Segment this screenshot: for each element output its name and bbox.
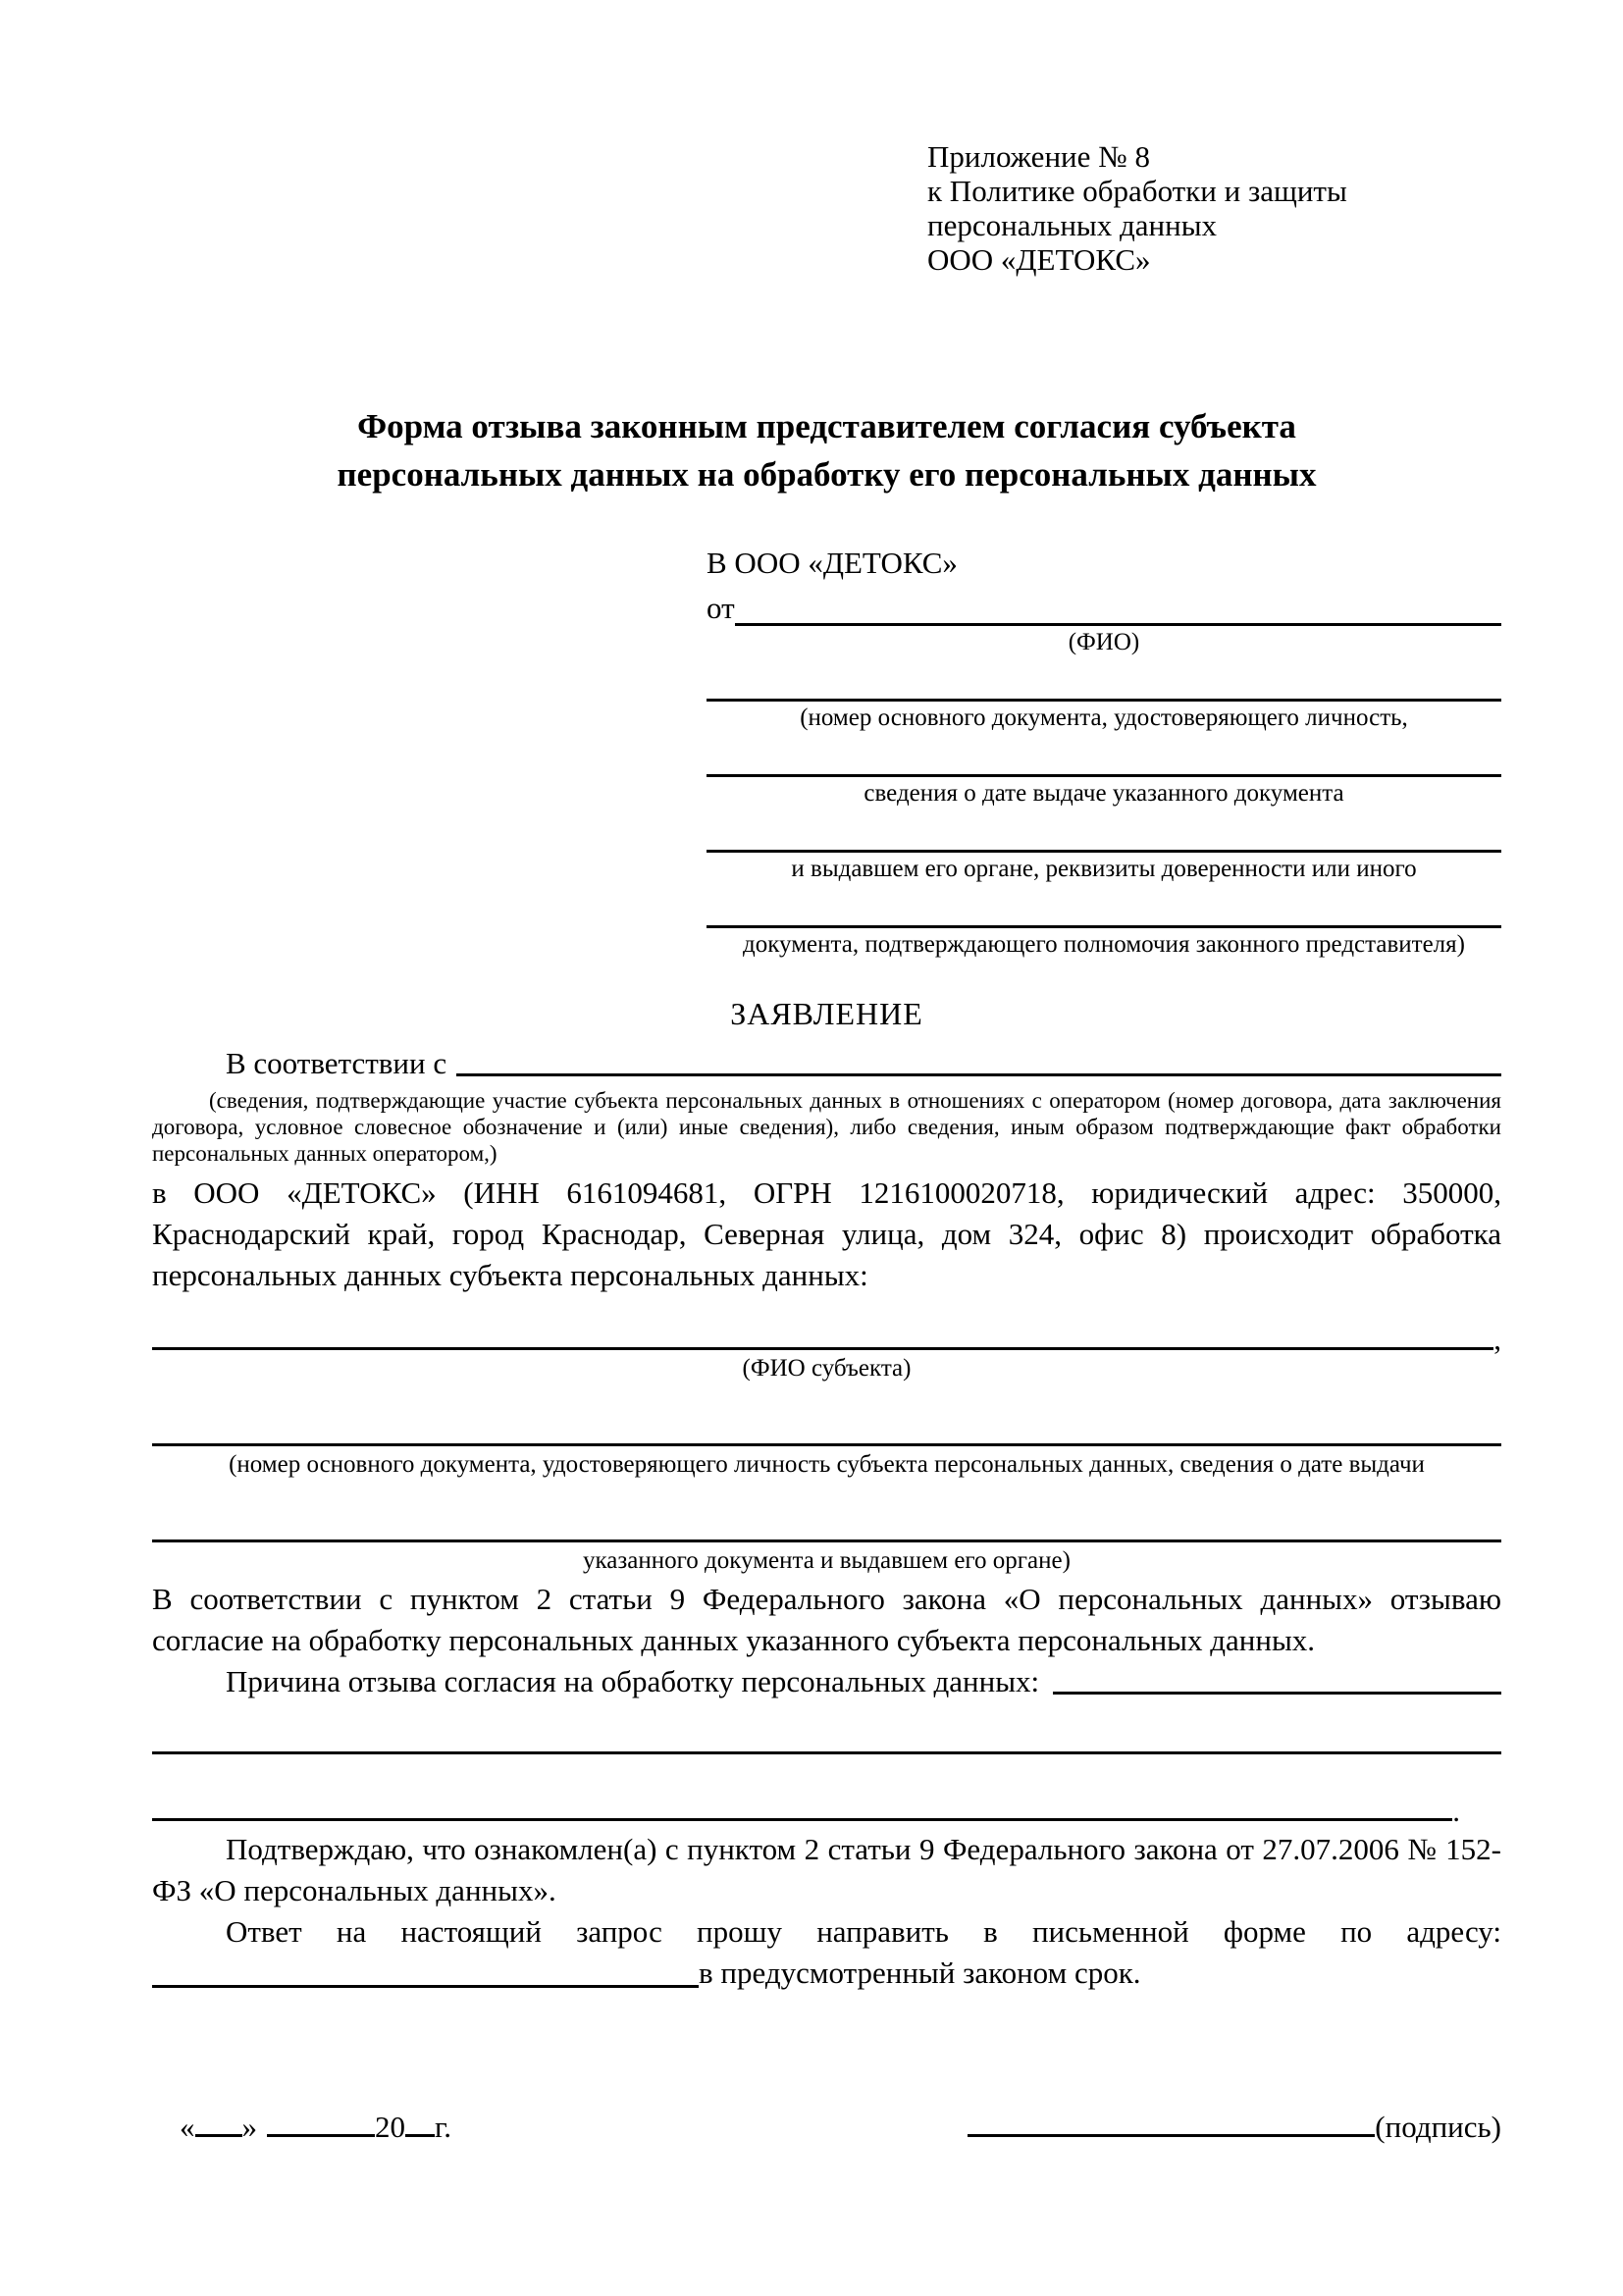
blank-line — [152, 1818, 1452, 1821]
operator-paragraph: в ООО «ДЕТОКС» (ИНН 6161094681, ОГРН 1216100020718, юридический адрес: 350000, Краснодарский край, город Краснодар, Северная улица, дом 324, офис 8) происходит обработка персональных данных субъекта персональных данных: — [152, 1175, 1501, 1292]
blank-line-row — [152, 1794, 1501, 1828]
signature-blank-line — [968, 2134, 1375, 2137]
fill-row-issue-date — [707, 753, 1501, 808]
blank-line — [152, 1518, 1501, 1542]
footer-row — [180, 2110, 1501, 2145]
day-blank-line — [195, 2134, 242, 2137]
fill-caption: документа, подтверждающего полномочия законного представителя) — [743, 931, 1465, 958]
blank-line — [707, 677, 1501, 702]
appendix-line: ООО «ДЕТОКС» — [927, 242, 1151, 277]
date-group — [180, 2110, 451, 2145]
appendix-line: персональных данных — [927, 208, 1218, 242]
year-blank-line — [405, 2134, 435, 2137]
fill-caption: (номер основного документа, удостоверяющего личность, — [800, 704, 1408, 731]
appendix-line: Приложение № 8 — [927, 139, 1150, 174]
signature-caption: (подпись) — [1375, 2110, 1501, 2144]
trailing-comma: , — [1493, 1322, 1501, 1356]
reason-row — [152, 1661, 1501, 1702]
from-label: от — [707, 591, 735, 625]
quote-close: » — [241, 2110, 257, 2144]
title-line: Форма отзыва законным представителем согласия субъекта — [357, 407, 1296, 445]
fio-caption: (ФИО) — [1068, 629, 1140, 655]
year-prefix: 20 — [375, 2110, 405, 2144]
withdrawal-paragraph: В соответствии с пунктом 2 статьи 9 Федерального закона «О персональных данных» отзываю согласие на обработку персональных данных указанного субъекта персональных данных. — [152, 1582, 1501, 1657]
intro-fineprint: (сведения, подтверждающие участие субъекта персональных данных в отношениях с оператором (номер договора, дата заключения договора, условное словесное обозначение и (или) иные сведения), либо сведения, иным образом подтверждающие факт обработки персональных данных оператором,) — [152, 1088, 1501, 1166]
subject-doc-caption: (номер основного документа, удостоверяющего личность субъекта персональных данных, сведения о дате выдачи — [229, 1451, 1425, 1478]
subject-doc-caption: указанного документа и выдавшем его органе) — [583, 1547, 1071, 1574]
blank-line — [152, 1985, 699, 1988]
reply-intro: Ответ на настоящий запрос прошу направить в письменной форме по адресу: — [226, 1914, 1501, 1949]
document-title — [152, 402, 1501, 498]
fill-caption: и выдавшем его органе, реквизиты доверенности или иного — [791, 856, 1417, 882]
reason-label: Причина отзыва согласия на обработку персональных данных: — [226, 1664, 1040, 1698]
month-blank-line — [267, 2134, 375, 2137]
addressee-to: В ООО «ДЕТОКС» — [707, 546, 958, 580]
fill-row-document-number — [707, 677, 1501, 732]
subject-fio-row — [152, 1322, 1501, 1356]
appendix-line: к Политике обработки и защиты — [927, 174, 1347, 208]
blank-line — [1053, 1692, 1501, 1695]
signature-group — [968, 2110, 1501, 2145]
blank-line — [707, 828, 1501, 853]
year-suffix: г. — [435, 2110, 451, 2144]
reply-suffix: в предусмотренный законом срок. — [699, 1956, 1141, 1990]
fill-caption: сведения о дате выдаче указанного документа — [864, 780, 1344, 807]
quote-open: « — [180, 2110, 195, 2144]
blank-line — [707, 753, 1501, 777]
blank-line — [456, 1073, 1501, 1076]
trailing-period: . — [1452, 1794, 1460, 1828]
fill-row-power-of-attorney — [707, 904, 1501, 959]
confirmation-paragraph: Подтверждаю, что ознакомлен(а) с пунктом 2 статьи 9 Федерального закона от 27.07.2006 № 152-ФЗ «О персональных данных». — [152, 1832, 1501, 1907]
appendix-header — [927, 139, 1501, 277]
fill-row-issuing-authority — [707, 828, 1501, 883]
intro-row — [152, 1046, 1501, 1081]
blank-line — [152, 1422, 1501, 1446]
blank-line — [152, 1751, 1501, 1754]
reply-address-row — [152, 1953, 1501, 1994]
subject-fio-caption: (ФИО субъекта) — [742, 1355, 912, 1382]
from-blank-line — [735, 623, 1501, 626]
title-line: персональных данных на обработку его персональных данных — [337, 455, 1317, 494]
blank-line — [152, 1326, 1493, 1350]
addressee-from-row — [707, 591, 1501, 626]
intro-label: В соответствии с — [226, 1046, 447, 1080]
blank-line — [707, 904, 1501, 928]
statement-heading: ЗАЯВЛЕНИЕ — [730, 996, 923, 1031]
addressee-block — [707, 544, 1501, 959]
